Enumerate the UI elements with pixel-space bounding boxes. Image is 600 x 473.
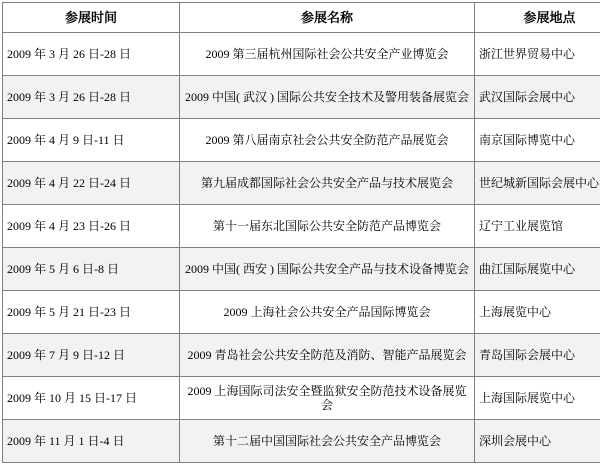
cell-name: 2009 第八届南京社会公共安全防范产品展览会 bbox=[180, 119, 475, 162]
column-header-date: 参展时间 bbox=[3, 3, 180, 33]
table-row bbox=[3, 291, 600, 334]
cell-place: 深圳会展中心 bbox=[475, 420, 600, 463]
cell-date: 2009 年 7 月 9 日-12 日 bbox=[3, 334, 180, 377]
cell-name: 2009 上海国际司法安全暨监狱安全防范技术设备展览会 bbox=[180, 377, 475, 420]
cell-date: 2009 年 4 月 23 日-26 日 bbox=[3, 205, 180, 248]
cell-place: 曲江国际展览中心 bbox=[475, 248, 600, 291]
column-header-name: 参展名称 bbox=[180, 3, 475, 33]
cell-date: 2009 年 4 月 9 日-11 日 bbox=[3, 119, 180, 162]
table-row bbox=[3, 162, 600, 205]
column-header-place: 参展地点 bbox=[475, 3, 600, 33]
table-row bbox=[3, 205, 600, 248]
cell-name: 2009 青岛社会公共安全防范及消防、智能产品展览会 bbox=[180, 334, 475, 377]
cell-place: 辽宁工业展览馆 bbox=[475, 205, 600, 248]
table-row bbox=[3, 377, 600, 420]
cell-name: 2009 中国( 武汉 ) 国际公共安全技术及警用装备展览会 bbox=[180, 76, 475, 119]
cell-name: 2009 第三届杭州国际社会公共安全产业博览会 bbox=[180, 33, 475, 76]
table-header-row bbox=[3, 3, 600, 33]
cell-date: 2009 年 4 月 22 日-24 日 bbox=[3, 162, 180, 205]
table-body bbox=[3, 33, 600, 463]
table-row bbox=[3, 33, 600, 76]
cell-name: 2009 中国( 西安 ) 国际公共安全产品与技术设备博览会 bbox=[180, 248, 475, 291]
cell-date: 2009 年 3 月 26 日-28 日 bbox=[3, 76, 180, 119]
cell-date: 2009 年 10 月 15 日-17 日 bbox=[3, 377, 180, 420]
cell-place: 上海展览中心 bbox=[475, 291, 600, 334]
table-row bbox=[3, 334, 600, 377]
cell-name: 第十二届中国国际社会公共安全产品博览会 bbox=[180, 420, 475, 463]
cell-name: 2009 上海社会公共安全产品国际博览会 bbox=[180, 291, 475, 334]
exhibition-schedule-table bbox=[2, 2, 600, 463]
table-row bbox=[3, 248, 600, 291]
cell-place: 青岛国际会展中心 bbox=[475, 334, 600, 377]
cell-date: 2009 年 5 月 6 日-8 日 bbox=[3, 248, 180, 291]
table-row bbox=[3, 76, 600, 119]
cell-place: 世纪城新国际会展中心 bbox=[475, 162, 600, 205]
cell-place: 上海国际展览中心 bbox=[475, 377, 600, 420]
table-header bbox=[3, 3, 600, 33]
table-row bbox=[3, 420, 600, 463]
cell-name: 第九届成都国际社会公共安全产品与技术展览会 bbox=[180, 162, 475, 205]
table-row bbox=[3, 119, 600, 162]
cell-place: 武汉国际会展中心 bbox=[475, 76, 600, 119]
cell-place: 浙江世界贸易中心 bbox=[475, 33, 600, 76]
cell-date: 2009 年 3 月 26 日-28 日 bbox=[3, 33, 180, 76]
cell-date: 2009 年 5 月 21 日-23 日 bbox=[3, 291, 180, 334]
cell-name: 第十一届东北国际公共安全防范产品博览会 bbox=[180, 205, 475, 248]
cell-date: 2009 年 11 月 1 日-4 日 bbox=[3, 420, 180, 463]
cell-place: 南京国际博览中心 bbox=[475, 119, 600, 162]
